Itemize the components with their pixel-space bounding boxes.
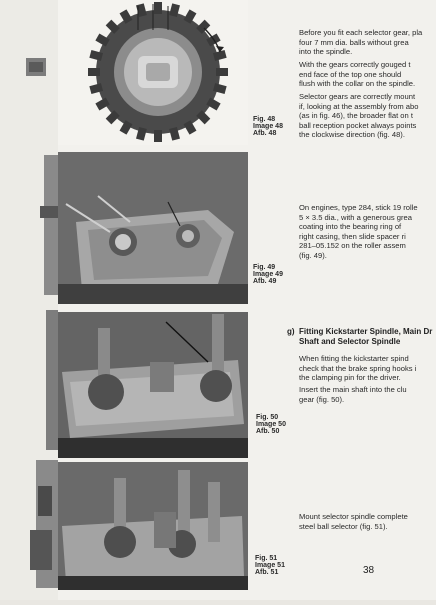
figure-48-caption: Fig. 48 Image 48 Afb. 48	[253, 116, 283, 137]
adjacent-page-photo-edges	[0, 0, 58, 600]
paragraph-selector-mounting: Selector gears are correctly mount if, looking at the assembly from abo (as in fig. 46), the broader flat on t ball reception pocket always points the clockwise direction (fig. 48).	[299, 92, 419, 140]
paragraph-kickstarter: When fitting the kickstarter spind check that the brake spring hooks i the clamping pin for the driver.	[299, 354, 417, 383]
figure-49-photo	[58, 152, 248, 304]
figure-49-caption: Fig. 49 Image 49 Afb. 49	[253, 264, 283, 285]
figure-48-photo	[58, 0, 248, 145]
paragraph-main-shaft: Insert the main shaft into the clu gear (fig. 50).	[299, 385, 407, 404]
adjacent-page-strip	[0, 0, 58, 600]
paragraph-gears-flush: With the gears correctly gouged t end face of the top one should flush with the collar on the spindle.	[299, 60, 416, 89]
paragraph-selector-balls: Before you fit each selector gear, pla four 7 mm dia. balls without grea into the spindle.	[299, 28, 423, 57]
section-heading-line-2: Shaft and Selector Spindle	[299, 337, 401, 346]
figure-51-caption: Fig. 51 Image 51 Afb. 51	[255, 555, 285, 576]
figure-50-caption: Fig. 50 Image 50 Afb. 50	[256, 414, 286, 435]
paragraph-selector-spindle: Mount selector spindle complete steel ball selector (fig. 51).	[299, 512, 408, 531]
paragraph-roller-bearing: On engines, type 284, stick 19 rolle 5 × 3.5 dia., with a generous grea coating into the bearing ring of right casing, then slide spacer ri 281–05.152 on the roller assem (fig. 49).	[299, 203, 418, 260]
section-heading-prefix: g)	[287, 327, 295, 336]
section-heading-line-1: Fitting Kickstarter Spindle, Main Dr	[299, 327, 433, 336]
figure-50-photo	[58, 312, 248, 458]
page-number: 38	[363, 565, 375, 576]
figure-51-photo	[58, 462, 248, 590]
